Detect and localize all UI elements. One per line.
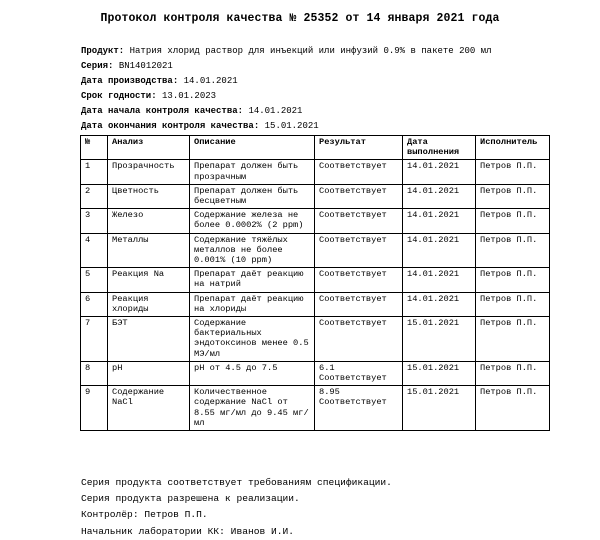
expiry-value: 13.01.2023 <box>162 91 217 101</box>
analysis-table <box>80 135 550 431</box>
cell-description: Препарат даёт реакцию на натрий <box>190 268 315 292</box>
header-performer: Исполнитель <box>476 136 550 160</box>
production-date-label: Дата производства: <box>81 76 179 86</box>
cell-number: 4 <box>81 233 108 268</box>
cell-date: 14.01.2021 <box>403 184 476 208</box>
cell-result: Соответствует <box>315 184 403 208</box>
series-value: BN14012021 <box>118 61 173 71</box>
header-result: Результат <box>315 136 403 160</box>
cell-analysis: Реакция Na <box>108 268 190 292</box>
control-end-value: 15.01.2021 <box>264 121 319 131</box>
production-date-value: 14.01.2021 <box>183 76 238 86</box>
cell-result: Соответствует <box>315 160 403 184</box>
cell-description: Препарат должен быть бесцветным <box>190 184 315 208</box>
cell-description: Препарат должен быть прозрачным <box>190 160 315 184</box>
table-row <box>81 268 550 292</box>
conclusion-compliance: Серия продукта соответствует требованиям спецификации. <box>81 477 392 488</box>
cell-number: 1 <box>81 160 108 184</box>
header-date: Дата выполнения <box>403 136 476 160</box>
table-row <box>81 386 550 431</box>
cell-description: Препарат даёт реакцию на хлориды <box>190 292 315 316</box>
cell-result: Соответствует <box>315 209 403 233</box>
cell-performer: Петров П.П. <box>476 317 550 362</box>
cell-number: 7 <box>81 317 108 362</box>
production-date-row <box>81 74 591 89</box>
table-row <box>81 184 550 208</box>
product-value: Натрия хлорид раствор для инъекций или инфузий 0.9% в пакете 200 мл <box>129 46 492 56</box>
cell-result: Соответствует <box>315 233 403 268</box>
cell-description: Содержание железа не более 0.0002% (2 ppm) <box>190 209 315 233</box>
cell-analysis: Железо <box>108 209 190 233</box>
control-start-label: Дата начала контроля качества: <box>81 106 244 116</box>
cell-performer: Петров П.П. <box>476 361 550 385</box>
cell-date: 15.01.2021 <box>403 317 476 362</box>
series-row <box>81 59 591 74</box>
cell-performer: Петров П.П. <box>476 268 550 292</box>
cell-date: 14.01.2021 <box>403 292 476 316</box>
controller-signature: Контролёр: Петров П.П. <box>81 509 208 521</box>
control-start-value: 14.01.2021 <box>248 106 303 116</box>
control-start-row <box>81 104 591 119</box>
cell-analysis: Прозрачность <box>108 160 190 184</box>
series-label: Серия: <box>81 61 114 71</box>
cell-number: 9 <box>81 386 108 431</box>
cell-date: 14.01.2021 <box>403 209 476 233</box>
cell-result: Соответствует <box>315 292 403 316</box>
cell-performer: Петров П.П. <box>476 292 550 316</box>
cell-number: 5 <box>81 268 108 292</box>
cell-performer: Петров П.П. <box>476 386 550 431</box>
table-row <box>81 361 550 385</box>
table-row <box>81 160 550 184</box>
cell-performer: Петров П.П. <box>476 160 550 184</box>
cell-result: Соответствует <box>315 268 403 292</box>
table-row <box>81 209 550 233</box>
cell-date: 15.01.2021 <box>403 386 476 431</box>
cell-description: Количественное содержание NaCl от 8.55 мг/мл до 9.45 мг/мл <box>190 386 315 431</box>
product-label: Продукт: <box>81 46 125 56</box>
control-end-label: Дата окончания контроля качества: <box>81 121 260 131</box>
product-row <box>81 44 591 59</box>
product-details <box>81 44 591 134</box>
cell-performer: Петров П.П. <box>476 209 550 233</box>
table-row <box>81 292 550 316</box>
cell-number: 2 <box>81 184 108 208</box>
cell-description: pH от 4.5 до 7.5 <box>190 361 315 385</box>
conclusion <box>81 475 392 540</box>
cell-result: 6.1 Соответствует <box>315 361 403 385</box>
expiry-row <box>81 89 591 104</box>
cell-date: 14.01.2021 <box>403 160 476 184</box>
cell-analysis: Реакция хлориды <box>108 292 190 316</box>
table-header-row <box>81 136 550 160</box>
cell-analysis: Металлы <box>108 233 190 268</box>
lab-head-signature: Начальник лаборатории КК: Иванов И.И. <box>81 525 295 537</box>
control-end-row <box>81 119 591 134</box>
cell-analysis: pH <box>108 361 190 385</box>
cell-number: 8 <box>81 361 108 385</box>
cell-date: 15.01.2021 <box>403 361 476 385</box>
cell-number: 6 <box>81 292 108 316</box>
cell-date: 14.01.2021 <box>403 233 476 268</box>
header-analysis: Анализ <box>108 136 190 160</box>
table-row <box>81 233 550 268</box>
expiry-label: Срок годности: <box>81 91 157 101</box>
header-number: № <box>81 136 108 160</box>
cell-result: Соответствует <box>315 317 403 362</box>
table-row <box>81 317 550 362</box>
cell-description: Содержание тяжёлых металлов не более 0.001% (10 ppm) <box>190 233 315 268</box>
document-title: Протокол контроля качества № 25352 от 14 января 2021 года <box>100 12 500 25</box>
cell-number: 3 <box>81 209 108 233</box>
header-description: Описание <box>190 136 315 160</box>
cell-analysis: Цветность <box>108 184 190 208</box>
conclusion-release: Серия продукта разрешена к реализации. <box>81 493 300 505</box>
cell-result: 8.95 Соответствует <box>315 386 403 431</box>
cell-performer: Петров П.П. <box>476 233 550 268</box>
cell-analysis: БЭТ <box>108 317 190 362</box>
cell-description: Содержание бактериальных эндотоксинов менее 0.5 МЭ/мл <box>190 317 315 362</box>
cell-date: 14.01.2021 <box>403 268 476 292</box>
cell-performer: Петров П.П. <box>476 184 550 208</box>
cell-analysis: Содержание NaCl <box>108 386 190 431</box>
